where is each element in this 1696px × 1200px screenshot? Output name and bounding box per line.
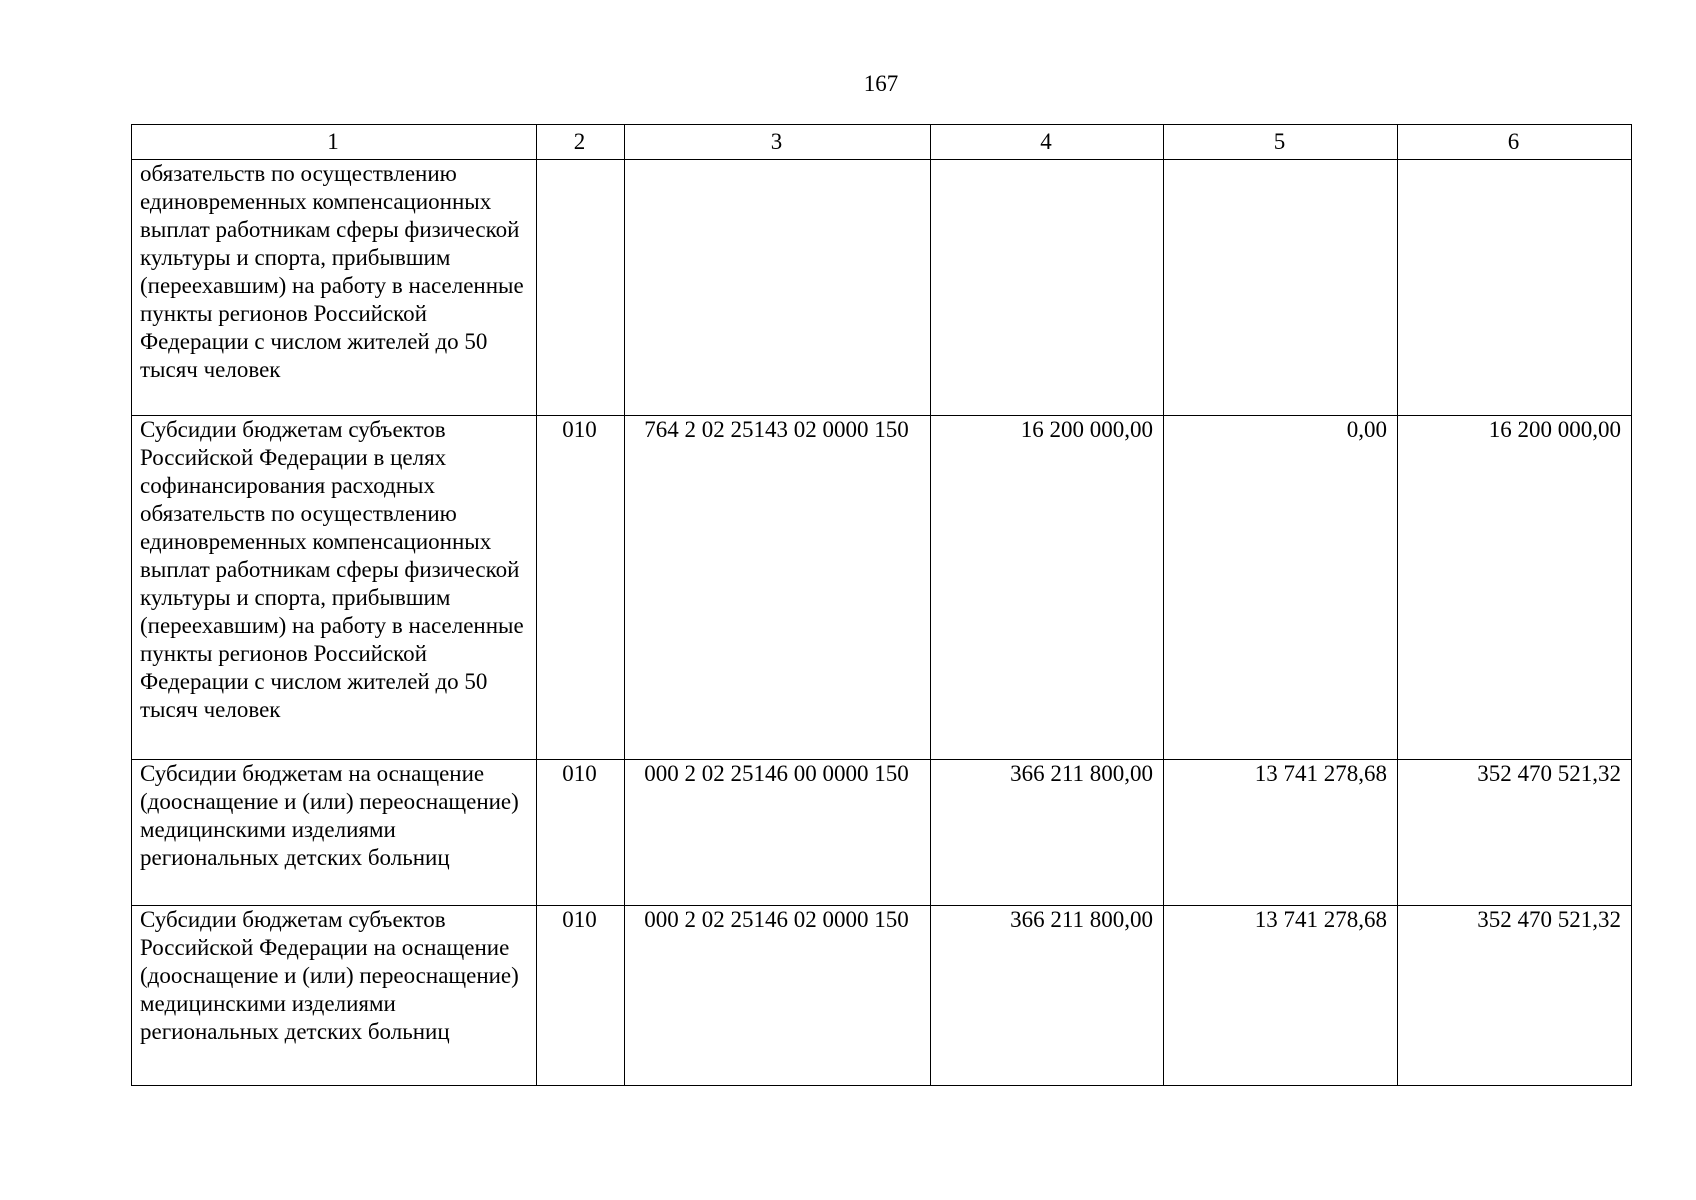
row-executed-amount: 13 741 278,68 bbox=[1164, 906, 1398, 1086]
column-header-6: 6 bbox=[1398, 125, 1632, 160]
table-row bbox=[132, 160, 1632, 416]
row-line-code: 010 bbox=[537, 906, 625, 1086]
row-name: обязательств по осуществлению единовременных компенсационных выплат работникам сферы физической культуры и спорта, прибывшим (переехавшим) на работу в населенные пункты регионов Российской Федерации с числом жителей до 50 тысяч человек bbox=[132, 160, 537, 416]
row-approved-amount: 16 200 000,00 bbox=[931, 416, 1164, 760]
row-executed-amount: 13 741 278,68 bbox=[1164, 760, 1398, 906]
column-header-2: 2 bbox=[537, 125, 625, 160]
row-executed-amount: 0,00 bbox=[1164, 416, 1398, 760]
header-row bbox=[132, 125, 1632, 160]
row-remaining-amount: 16 200 000,00 bbox=[1398, 416, 1632, 760]
row-remaining-amount: 352 470 521,32 bbox=[1398, 760, 1632, 906]
row-name: Субсидии бюджетам на оснащение (дооснащение и (или) переоснащение) медицинскими изделиями региональных детских больниц bbox=[132, 760, 537, 906]
column-header-5: 5 bbox=[1164, 125, 1398, 160]
row-line-code bbox=[537, 160, 625, 416]
row-executed-amount bbox=[1164, 160, 1398, 416]
row-budget-code bbox=[625, 160, 931, 416]
row-budget-code: 764 2 02 25143 02 0000 150 bbox=[625, 416, 931, 760]
budget-table bbox=[131, 124, 1632, 1086]
page-number: 167 bbox=[863, 71, 899, 96]
column-header-4: 4 bbox=[931, 125, 1164, 160]
row-name: Субсидии бюджетам субъектов Российской Федерации на оснащение (дооснащение и (или) переоснащение) медицинскими изделиями региональных детских больниц bbox=[132, 906, 537, 1086]
row-approved-amount: 366 211 800,00 bbox=[931, 906, 1164, 1086]
table-row bbox=[132, 760, 1632, 906]
row-name: Субсидии бюджетам субъектов Российской Федерации в целях софинансирования расходных обязательств по осуществлению единовременных компенсационных выплат работникам сферы физической культуры и спорта, прибывшим (переехавшим) на работу в населенные пункты регионов Российской Федерации с числом жителей до 50 тысяч человек bbox=[132, 416, 537, 760]
row-line-code: 010 bbox=[537, 416, 625, 760]
column-header-1: 1 bbox=[132, 125, 537, 160]
table-row bbox=[132, 906, 1632, 1086]
row-budget-code: 000 2 02 25146 00 0000 150 bbox=[625, 760, 931, 906]
row-remaining-amount bbox=[1398, 160, 1632, 416]
row-budget-code: 000 2 02 25146 02 0000 150 bbox=[625, 906, 931, 1086]
row-approved-amount bbox=[931, 160, 1164, 416]
row-remaining-amount: 352 470 521,32 bbox=[1398, 906, 1632, 1086]
row-approved-amount: 366 211 800,00 bbox=[931, 760, 1164, 906]
column-header-3: 3 bbox=[625, 125, 931, 160]
table-row bbox=[132, 416, 1632, 760]
row-line-code: 010 bbox=[537, 760, 625, 906]
